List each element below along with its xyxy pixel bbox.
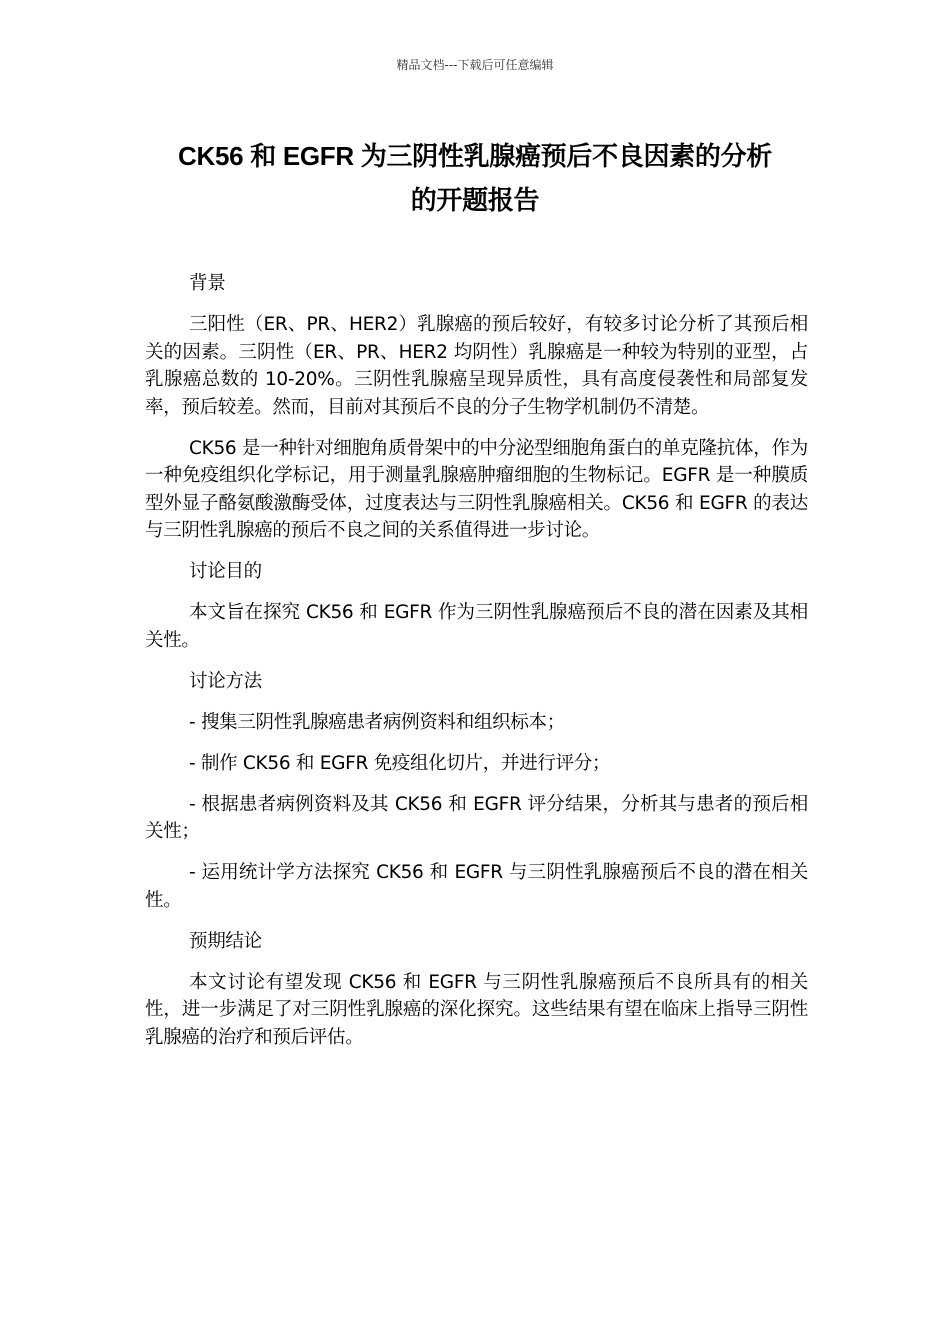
document-title-line-2: 的开题报告 [410, 185, 540, 215]
paragraph-purpose: 本文旨在探究 CK56 和 EGFR 作为三阴性乳腺癌预后不良的潜在因素及其相关性。 [145, 602, 808, 651]
paragraph-background-2: CK56 是一种针对细胞角质骨架中的中分泌型细胞角蛋白的单克隆抗体，作为一种免疫组织化学标记，用于测量乳腺癌肿瘤细胞的生物标记。EGFR 是一种膜质型外显子酪氨酸激酶受体，过度表达与三阴性乳腺癌相关。CK56 和 EGFR 的表达与三阴性乳腺癌的预后不良之间的关系值得进一步讨论。 [145, 437, 808, 541]
paragraph-background-1: 三阳性（ER、PR、HER2）乳腺癌的预后较好，有较多讨论分析了其预后相关的因素。三阴性（ER、PR、HER2 均阴性）乳腺癌是一种较为特别的亚型，占乳腺癌总数的 10-20%。三阴性乳腺癌呈现异质性，具有高度侵袭性和局部复发率，预后较差。然而，目前对其预后不良的分子生物学机制仍不清楚。 [145, 314, 808, 418]
section-heading-method: 讨论方法 [189, 670, 262, 692]
method-item-4: - 运用统计学方法探究 CK56 和 EGFR 与三阴性乳腺癌预后不良的潜在相关性。 [145, 862, 808, 911]
paragraph-conclusion: 本文讨论有望发现 CK56 和 EGFR 与三阴性乳腺癌预后不良所具有的相关性，进一步满足了对三阴性乳腺癌的深化探究。这些结果有望在临床上指导三阴性乳腺癌的治疗和预后评估。 [145, 971, 808, 1048]
document-title [130, 134, 820, 222]
document-body [145, 270, 808, 1065]
section-heading-purpose: 讨论目的 [189, 561, 262, 582]
section-heading-conclusion: 预期结论 [189, 930, 262, 952]
page-header: 精品文档---下载后可任意编辑 [396, 58, 554, 72]
method-item-3: - 根据患者病例资料及其 CK56 和 EGFR 评分结果，分析其与患者的预后相关性； [145, 793, 808, 842]
method-item-2: - 制作 CK56 和 EGFR 免疫组化切片，并进行评分； [189, 752, 611, 774]
section-heading-background: 背景 [189, 273, 226, 294]
document-title-line-1: CK56 和 EGFR 为三阴性乳腺癌预后不良因素的分析 [178, 141, 772, 171]
method-item-1: - 搜集三阴性乳腺癌患者病例资料和组织标本； [189, 711, 565, 733]
